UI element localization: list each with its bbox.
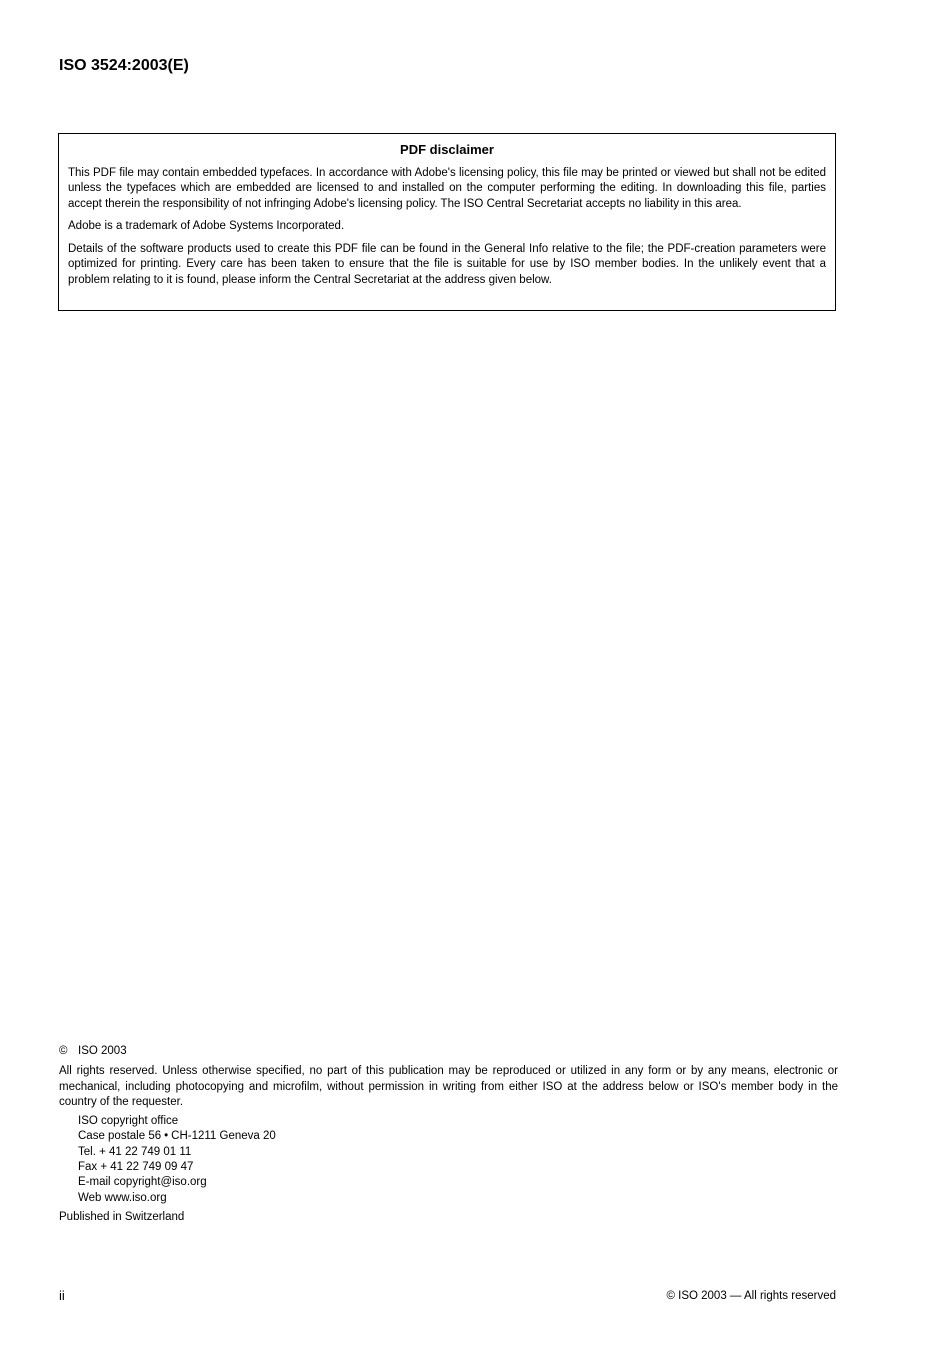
postal-city: CH-1211 Geneva 20 [171, 1130, 276, 1143]
fax: Fax + 41 22 749 09 47 [78, 1161, 194, 1174]
rights-reserved-text: All rights reserved. Unless otherwise specified, no part of this publication may be reproduced or utilized in any form or by any means, electronic or mechanical, including photocopying and microfilm, without permission in writing from either ISO at the address below or ISO's member body in the country of the requester. [59, 1065, 838, 1108]
copyright-year: ISO 2003 [78, 1045, 127, 1057]
document-id: ISO 3524:2003(E) [59, 57, 189, 74]
web-link[interactable]: Web www.iso.org [78, 1191, 167, 1204]
postal-address [78, 1129, 838, 1144]
footer-copyright: © ISO 2003 — All rights reserved [666, 1290, 836, 1302]
copyright-office-address [78, 1114, 838, 1206]
disclaimer-paragraph-trademark: Adobe is a trademark of Adobe Systems Incorporated. [68, 220, 345, 233]
copyright-block [59, 1044, 838, 1225]
postal-case: Case postale 56 [78, 1130, 162, 1143]
published-location: Published in Switzerland [59, 1210, 185, 1223]
disclaimer-paragraph-software: Details of the software products used to create this PDF file can be found in the General Info relative to the file; the PDF-creation parameters were optimized for printing. Every care has been taken to ensure that the file is suitable for use by ISO member bodies. In the unlikely event that a problem relating to it is found, please inform the Central Secretariat at the address given below. [68, 243, 826, 286]
pdf-disclaimer-box [58, 133, 836, 311]
copyright-year-line [59, 1044, 838, 1059]
disclaimer-title: PDF disclaimer [400, 142, 494, 157]
bullet-separator: • [164, 1130, 169, 1143]
copyright-symbol: © [59, 1045, 68, 1057]
email-link[interactable]: E-mail copyright@iso.org [78, 1176, 207, 1189]
disclaimer-paragraph-typefaces: This PDF file may contain embedded typefaces. In accordance with Adobe's licensing policy, this file may be printed or viewed but shall not be edited unless the typefaces which are embedded are licensed to and installed on the computer performing the editing. In downloading this file, parties accept therein the responsibility of not infringing Adobe's licensing policy. The ISO Central Secretariat accepts no liability in this area. [68, 167, 826, 210]
page-number: ii [59, 1288, 65, 1303]
office-name: ISO copyright office [78, 1115, 179, 1128]
telephone: Tel. + 41 22 749 01 11 [78, 1145, 192, 1158]
